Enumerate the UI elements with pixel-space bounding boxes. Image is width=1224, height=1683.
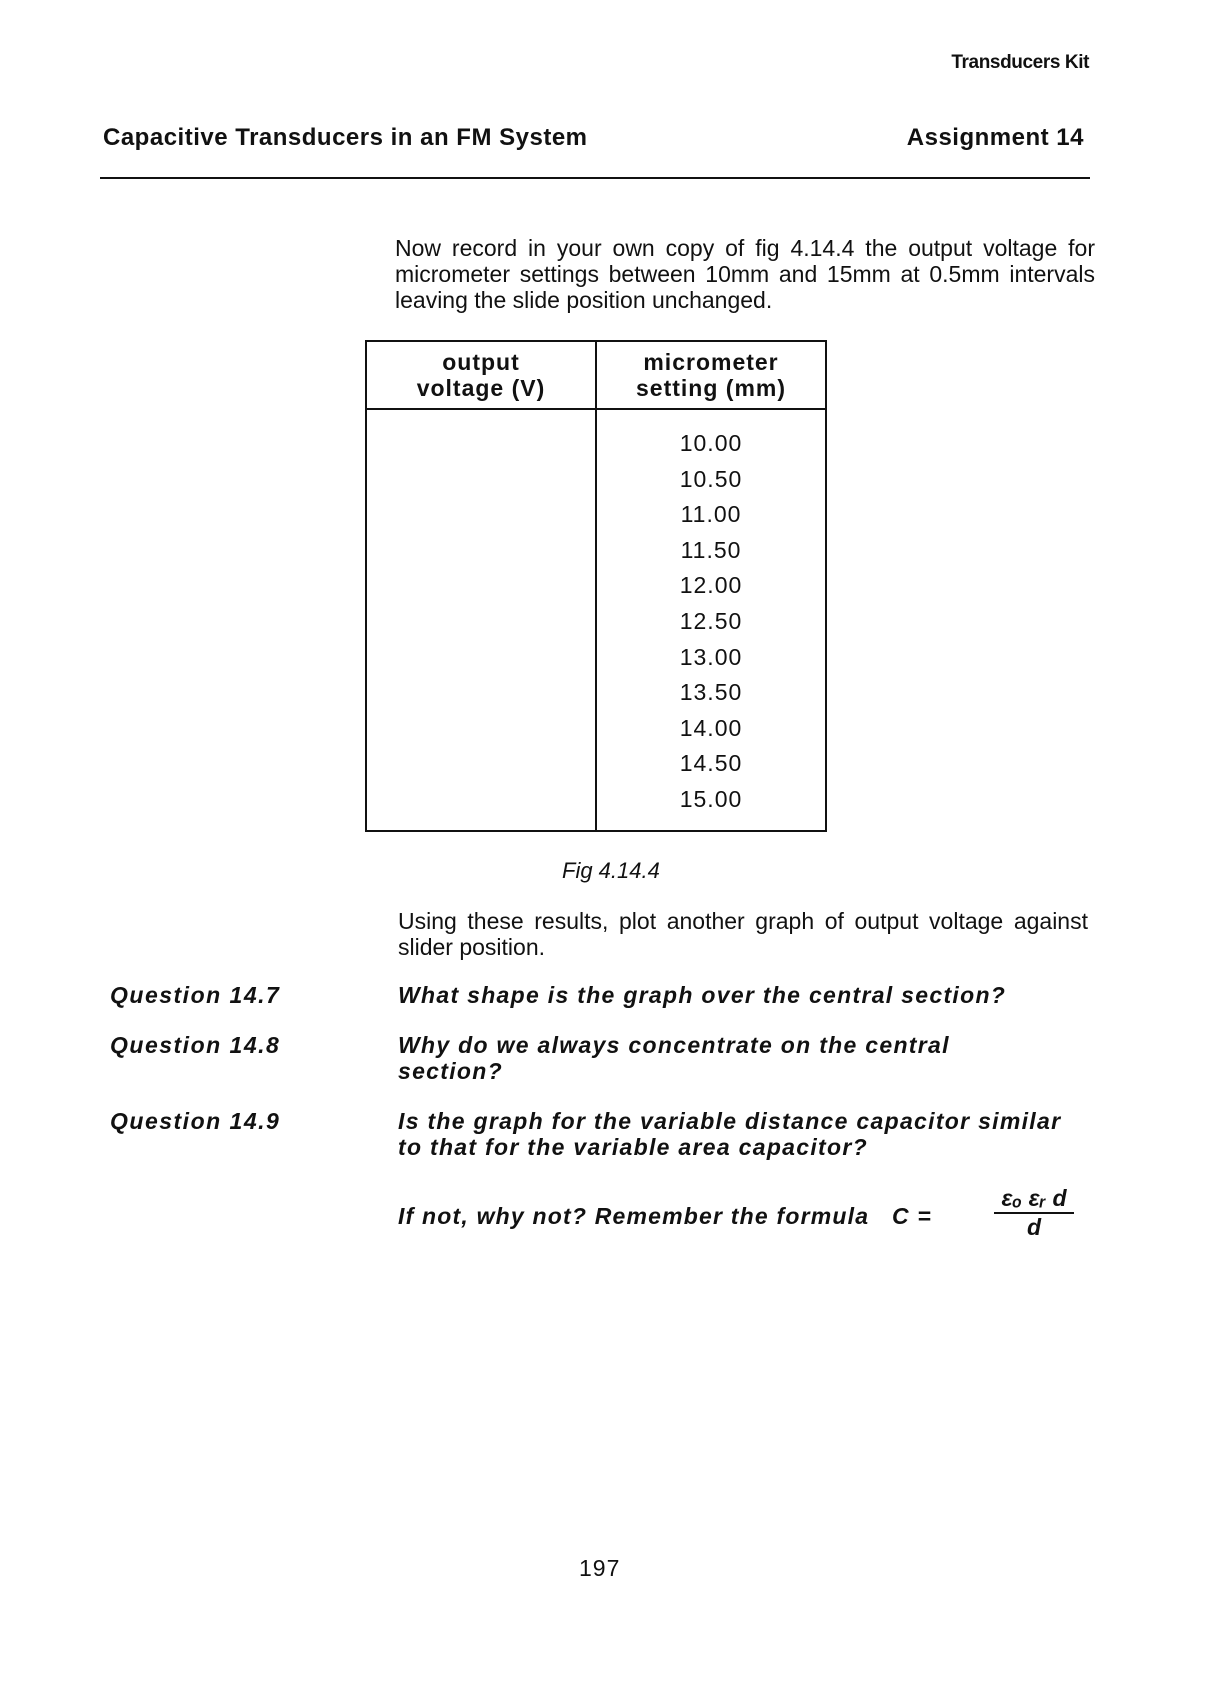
kit-name: Transducers Kit <box>951 52 1089 73</box>
question-label-14-9: Question 14.9 <box>110 1108 281 1134</box>
micrometer-value: 15.00 <box>679 785 743 812</box>
question-label-14-8: Question 14.8 <box>110 1032 281 1058</box>
chapter-title: Capacitive Transducers in an FM System <box>103 124 588 151</box>
micrometer-value: 14.50 <box>679 750 743 777</box>
fraction-denominator: d <box>1026 1214 1042 1240</box>
micrometer-setting-header-line2: setting (mm) <box>636 375 786 401</box>
micrometer-value: 12.50 <box>679 607 743 634</box>
intro-paragraph: Now record in your own copy of fig 4.14.4 the output voltage for micrometer settings between 10mm and 15mm at 0.5mm intervals leaving the slide position unchanged. <box>395 235 1095 313</box>
question-text-14-9: Is the graph for the variable distance capacitor similar to that for the variable area capacitor? <box>398 1108 1062 1160</box>
assignment-label: Assignment 14 <box>906 124 1084 151</box>
question-text-14-7: What shape is the graph over the central section? <box>398 982 1007 1008</box>
table-body-row <box>366 409 826 831</box>
plot-instruction: Using these results, plot another graph of output voltage against slider position. <box>398 908 1088 960</box>
micrometer-setting-header <box>596 341 826 409</box>
question-text-14-8: Why do we always concentrate on the central section? <box>398 1032 950 1084</box>
capacitance-fraction <box>992 1184 1076 1240</box>
question-label-14-7: Question 14.7 <box>110 982 281 1008</box>
figure-caption: Fig 4.14.4 <box>562 858 660 883</box>
micrometer-value: 11.00 <box>680 501 742 528</box>
micrometer-value: 13.00 <box>679 643 743 670</box>
output-voltage-column <box>366 409 596 831</box>
micrometer-setting-column <box>596 409 826 831</box>
formula-prompt <box>398 1203 932 1230</box>
fraction-numerator: εₒ εᵣ d <box>1001 1185 1067 1211</box>
output-voltage-header <box>366 341 596 409</box>
formula-lead-text: If not, why not? Remember the formula <box>398 1203 870 1229</box>
micrometer-value: 10.00 <box>679 430 743 456</box>
output-voltage-header-line1: output <box>442 349 520 375</box>
results-table <box>365 340 827 832</box>
header-divider <box>100 177 1090 179</box>
micrometer-value: 14.00 <box>679 714 743 741</box>
micrometer-value: 11.50 <box>680 536 742 563</box>
formula-lhs: C = <box>891 1203 933 1229</box>
micrometer-setting-header-line1: micrometer <box>643 349 779 375</box>
output-voltage-header-line2: voltage (V) <box>416 375 546 401</box>
micrometer-value: 10.50 <box>679 465 743 492</box>
micrometer-value: 13.50 <box>679 679 743 706</box>
micrometer-value: 12.00 <box>679 572 743 599</box>
table-header-row <box>366 341 826 409</box>
page-number: 197 <box>579 1555 621 1581</box>
